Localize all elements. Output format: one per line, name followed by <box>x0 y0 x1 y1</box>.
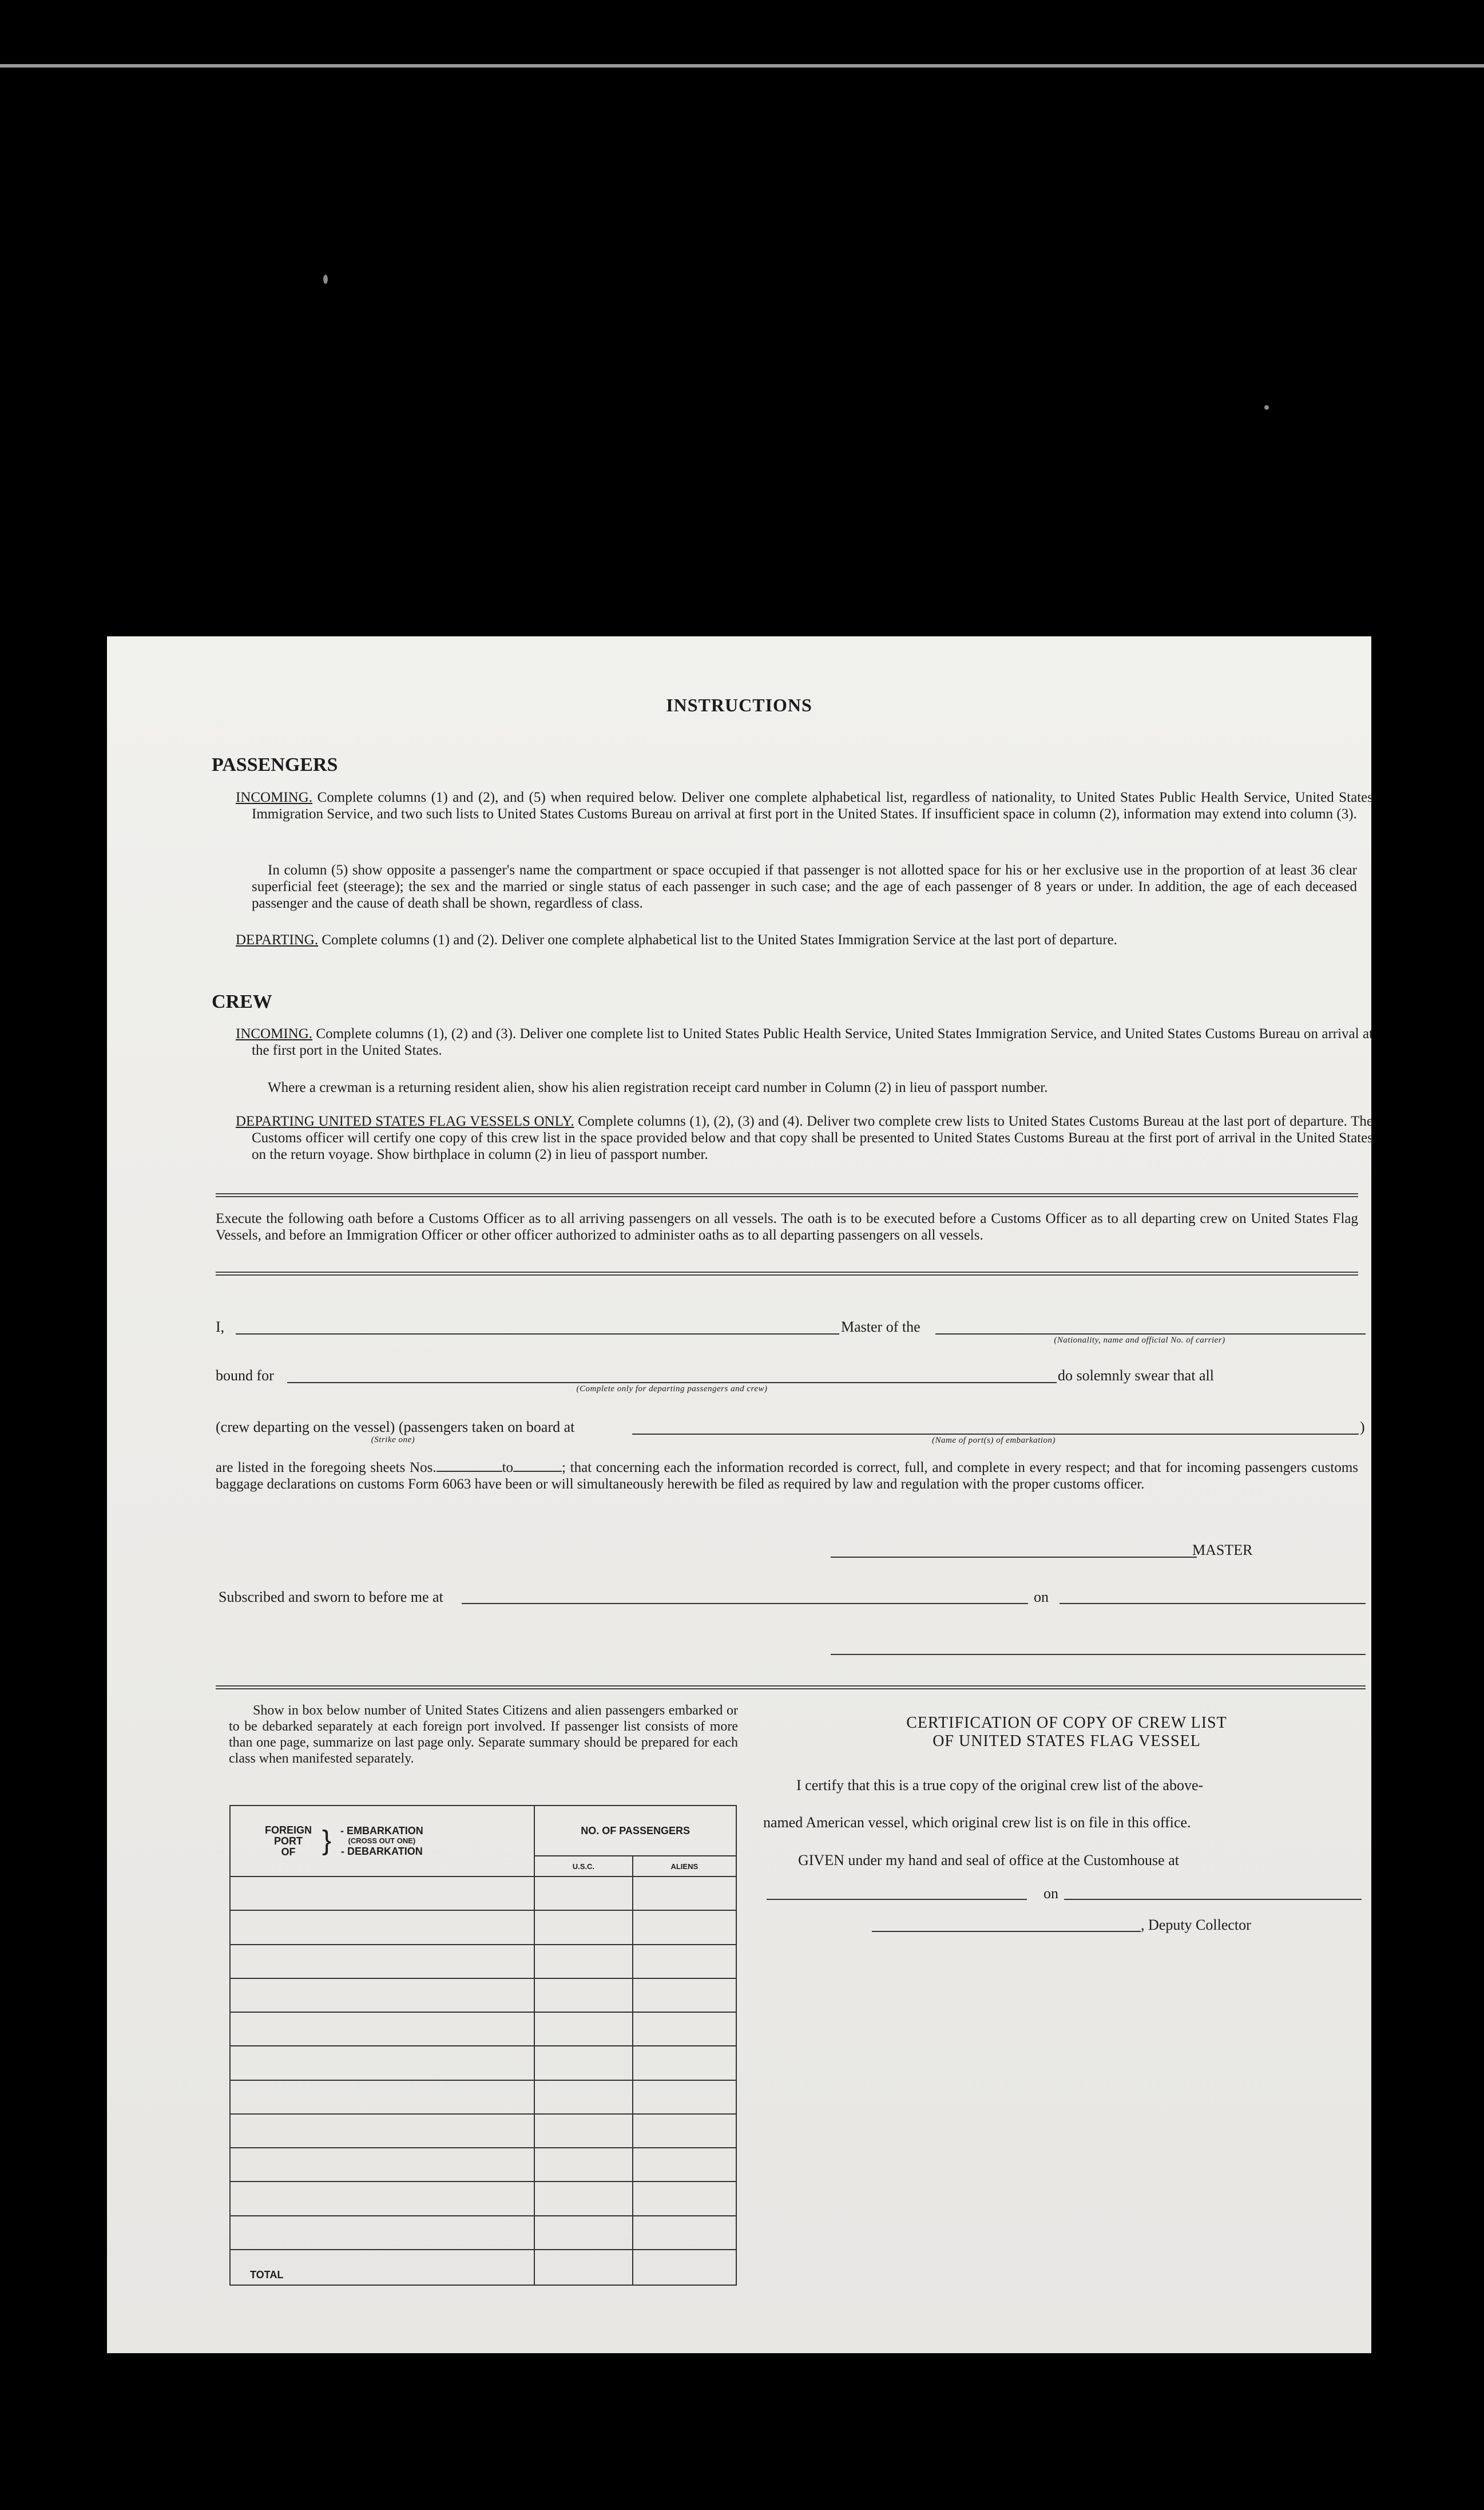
aliens-total-cell[interactable] <box>633 2250 736 2285</box>
usc-cell[interactable] <box>534 2012 632 2046</box>
listed-c: that for incoming passengers customs baggage declarations on customs Form 6063 have been or will simultaneously herewith be filed as required by law and regulation with the proper customs officer. <box>216 1460 1358 1492</box>
port-cell[interactable] <box>230 1945 534 1978</box>
bound-note: (Complete only for departing passengers and crew) <box>576 1384 768 1393</box>
usc-cell[interactable] <box>534 1978 632 2012</box>
section-divider <box>216 1685 1366 1689</box>
crew-incoming-text: Complete columns (1), (2) and (3). Deliver one complete list to United States Public Health Service, United States Immigration Service, and United States Customs Bureau on arrival at the first port in the United States. <box>252 1026 1373 1058</box>
port-cell[interactable] <box>230 2080 534 2114</box>
sworn-on-label: on <box>1034 1589 1049 1605</box>
crew-resident: Where a crewman is a returning resident alien, show his alien registration receipt card number in Column (2) in lieu of passport number. <box>268 1080 1048 1095</box>
usc-cell[interactable] <box>534 1945 632 1978</box>
aliens-cell[interactable] <box>633 2148 736 2182</box>
no-passengers-header: NO. OF PASSENGERS <box>534 1806 736 1856</box>
bound-for-field[interactable] <box>287 1382 1057 1383</box>
crew-departing-label: DEPARTING UNITED STATES FLAG VESSELS ONLY. <box>236 1114 574 1129</box>
usc-cell[interactable] <box>534 2216 632 2250</box>
sheet-from-field[interactable] <box>437 1459 502 1472</box>
oath-i-label: I, <box>216 1319 225 1335</box>
passengers-incoming <box>236 789 1373 822</box>
swear-label: do solemnly swear that all <box>1058 1367 1214 1384</box>
passengers-heading: PASSENGERS <box>212 754 338 775</box>
usc-cell[interactable] <box>534 2114 632 2148</box>
sworn-date-field[interactable] <box>1060 1603 1366 1604</box>
aliens-cell[interactable] <box>633 2012 736 2046</box>
usc-header: U.S.C. <box>534 1856 632 1876</box>
master-signature-label: MASTER <box>1192 1542 1253 1558</box>
port-cell[interactable] <box>230 2148 534 2182</box>
crew-departing-text: Complete columns (1), (2), (3) and (4). Deliver two complete crew lists to United States Customs Bureau at the last port of departure. The Customs officer will certify one copy of this crew list in the space provided below and that copy shall be presented to United States Customs Bureau at the first port of arrival in the United States on the return voyage. Show birthplace in column (2) in lieu of passport number. <box>252 1114 1373 1162</box>
listed-b: ; that concerning each the information recorded is correct, full, and complete in every respect; and <box>562 1460 1136 1475</box>
summary-instructions: Show in box below number of United States Citizens and alien passengers embarked or to be debarked separately at each foreign port involved. If passenger list consists of more than one page, summarize on last page only. Separate summary should be prepared for each class when manifested separately. <box>229 1703 738 1766</box>
usc-cell[interactable] <box>534 1876 632 1910</box>
certify-line-1: I certify that this is a true copy of the original crew list of the above- <box>796 1777 1204 1794</box>
sworn-location-field[interactable] <box>462 1603 1028 1604</box>
given-line: GIVEN under my hand and seal of office at the Customhouse at <box>798 1852 1179 1868</box>
passenger-summary-table <box>229 1805 737 2286</box>
crew-departing <box>236 1113 1373 1163</box>
port-cell[interactable] <box>230 1876 534 1910</box>
master-signature-field[interactable] <box>831 1557 1197 1558</box>
port-cell[interactable] <box>230 2114 534 2148</box>
sheet-to-field[interactable] <box>513 1459 562 1472</box>
certification-title-1: CERTIFICATION OF COPY OF CREW LIST <box>906 1714 1227 1732</box>
subscribed-label: Subscribed and sworn to before me at <box>219 1589 443 1605</box>
carrier-note: (Nationality, name and official No. of carrier) <box>1054 1336 1225 1345</box>
section-divider <box>216 1193 1358 1197</box>
aliens-cell[interactable] <box>633 1978 736 2012</box>
total-label: TOTAL <box>250 2269 284 2281</box>
aliens-cell[interactable] <box>633 2216 736 2250</box>
listed-to: to <box>502 1460 514 1475</box>
instructions-title: INSTRUCTIONS <box>666 695 812 715</box>
certify-line-2: named American vessel, which original crew list is on file in this office. <box>763 1814 1191 1831</box>
cross-out-note: (CROSS OUT ONE) <box>348 1836 416 1845</box>
aliens-cell[interactable] <box>633 1910 736 1944</box>
usc-total-cell[interactable] <box>534 2250 632 2285</box>
port-cell[interactable] <box>230 2012 534 2046</box>
scan-top-edge <box>0 64 1484 68</box>
oath-intro: Execute the following oath before a Customs Officer as to all arriving passengers on all vessels. The oath is to be executed before a Customs Officer as to all departing crew on United States Flag Vessels, and before an Immigration Officer or other officer authorized to administer oaths as to all departing passengers on all vessels. <box>216 1211 1358 1243</box>
embarkation-port-field[interactable] <box>632 1434 1359 1435</box>
passengers-departing-label: DEPARTING. <box>236 932 319 948</box>
brace: } <box>322 1826 332 1856</box>
scan-speck <box>323 275 328 284</box>
strike-note: (Strike one) <box>371 1435 415 1444</box>
listed-a: are listed in the foregoing sheets Nos. <box>216 1460 437 1475</box>
usc-cell[interactable] <box>534 2182 632 2215</box>
aliens-cell[interactable] <box>633 2182 736 2215</box>
passengers-departing-text: Complete columns (1) and (2). Deliver one complete alphabetical list to the United States Immigration Service at the last port of departure. <box>318 932 1117 948</box>
master-of-label: Master of the <box>841 1319 920 1335</box>
embarkation-label: - EMBARKATION <box>340 1825 423 1836</box>
port-header-cell <box>230 1806 534 1876</box>
bound-for-label: bound for <box>216 1367 274 1384</box>
officer-signature-field[interactable] <box>831 1654 1366 1655</box>
usc-cell[interactable] <box>534 1910 632 1944</box>
foreign-port-label: FOREIGN PORT OF <box>265 1824 312 1858</box>
usc-cell[interactable] <box>534 2148 632 2182</box>
total-label-cell <box>230 2250 534 2285</box>
passengers-incoming-label: INCOMING. <box>236 790 313 805</box>
aliens-cell[interactable] <box>633 1945 736 1978</box>
aliens-cell[interactable] <box>633 2080 736 2114</box>
passengers-departing <box>236 932 1373 948</box>
certification-title-2: OF UNITED STATES FLAG VESSEL <box>933 1732 1201 1750</box>
aliens-cell[interactable] <box>633 2046 736 2080</box>
usc-cell[interactable] <box>534 2080 632 2114</box>
port-cell[interactable] <box>230 1910 534 1944</box>
port-cell[interactable] <box>230 2046 534 2080</box>
crew-heading: CREW <box>212 991 272 1012</box>
deputy-collector-label: , Deputy Collector <box>1141 1917 1251 1933</box>
section-divider <box>216 1272 1358 1276</box>
usc-cell[interactable] <box>534 2046 632 2080</box>
listed-sheets <box>216 1459 1358 1492</box>
port-cell[interactable] <box>230 1978 534 2012</box>
aliens-cell[interactable] <box>633 1876 736 1910</box>
cert-date-field[interactable] <box>1064 1899 1362 1900</box>
customhouse-field[interactable] <box>767 1899 1027 1900</box>
crew-incoming <box>236 1026 1373 1059</box>
port-note: (Name of port(s) of embarkation) <box>932 1436 1056 1445</box>
close-paren: ) <box>1360 1419 1365 1435</box>
port-cell[interactable] <box>230 2182 534 2215</box>
crew-incoming-label: INCOMING. <box>236 1026 313 1042</box>
crew-departing-label: (crew departing on the vessel) (passengers taken on board at <box>216 1419 575 1435</box>
passengers-column5: In column (5) show opposite a passenger's name the compartment or space occupied if that passenger is not allotted space for his or her exclusive use in the proportion of at least 36 clear superficial feet (steerage); the sex and the married or single status of each passenger in such case; and the age of each passenger of 8 years or under. In addition, the age of each deceased passenger and the cause of death shall be shown, regardless of class. <box>252 862 1357 911</box>
carrier-field[interactable] <box>935 1333 1366 1335</box>
debarkation-label: - DEBARKATION <box>341 1846 423 1857</box>
cert-on-label: on <box>1043 1885 1058 1902</box>
deputy-signature-field[interactable] <box>872 1931 1141 1932</box>
document-page <box>107 636 1371 2353</box>
aliens-cell[interactable] <box>633 2114 736 2148</box>
scan-speck <box>1264 405 1269 410</box>
passengers-incoming-text: Complete columns (1) and (2), and (5) when required below. Deliver one complete alphabetical list, regardless of nationality, to United States Public Health Service, United States Immigration Service, and two such lists to United States Customs Bureau on arrival at first port in the United States. If insufficient space in column (2), information may extend into column (3). <box>252 790 1373 822</box>
port-cell[interactable] <box>230 2216 534 2250</box>
aliens-header: ALIENS <box>633 1856 736 1876</box>
master-name-field[interactable] <box>236 1333 839 1335</box>
